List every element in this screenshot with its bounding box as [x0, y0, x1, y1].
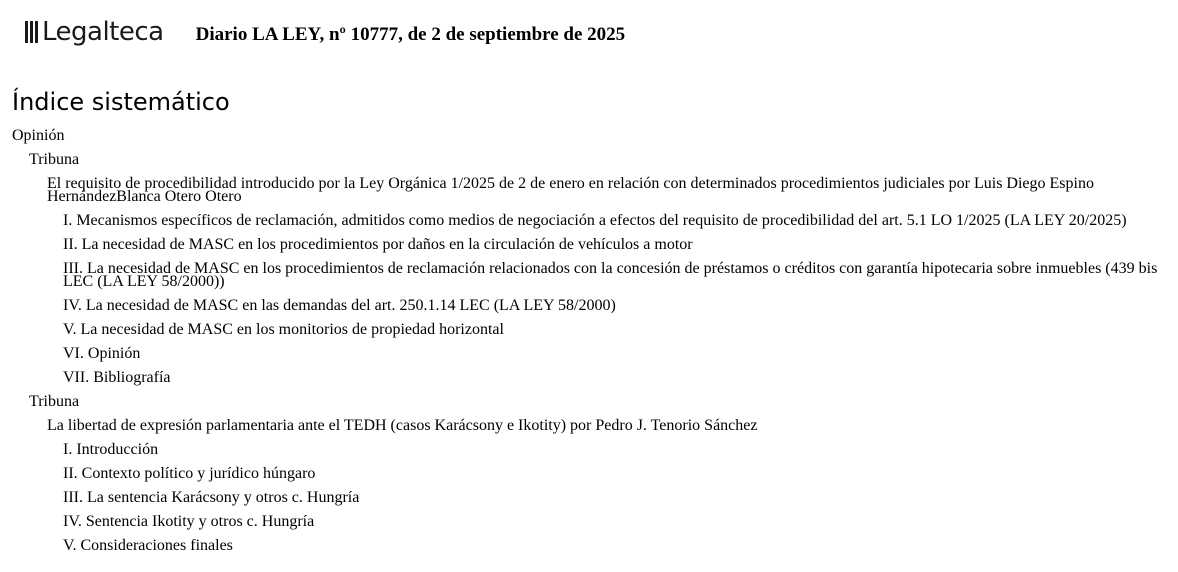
- journal-issue-title: Diario LA LEY, nº 10777, de 2 de septiembre de 2025: [195, 23, 626, 45]
- chapter-link[interactable]: I. Introducción: [63, 441, 159, 458]
- chapter-link[interactable]: VI. Opinión: [63, 345, 141, 362]
- chapter-link[interactable]: III. La necesidad de MASC en los procedimientos de reclamación relacionados con la concesión de préstamos o créditos con garantía hipotecaria sobre inmuebles (439 bis LEC (LA LEY 58/2000)): [63, 260, 1158, 290]
- section-heading: Opinión: [12, 127, 65, 144]
- chapter-link[interactable]: II. La necesidad de MASC en los procedimientos por daños en la circulación de vehículos a motor: [63, 236, 693, 253]
- logo-text: Legalteca: [42, 17, 164, 47]
- page-header: [25, 12, 625, 52]
- chapter-link[interactable]: VII. Bibliografía: [63, 369, 171, 386]
- article-link[interactable]: La libertad de expresión parlamentaria ante el TEDH (casos Karácsony e Ikotity) por Pedro J. Tenorio Sánchez: [47, 417, 758, 434]
- chapter-link[interactable]: V. Consideraciones finales: [63, 537, 233, 554]
- category-heading: Tribuna: [29, 393, 80, 410]
- legalteca-logo[interactable]: [25, 17, 164, 47]
- logo-bars-icon: [25, 21, 40, 43]
- chapter-link[interactable]: IV. La necesidad de MASC en las demandas del art. 250.1.14 LEC (LA LEY 58/2000): [63, 297, 616, 314]
- chapter-link[interactable]: V. La necesidad de MASC en los monitorios de propiedad horizontal: [63, 321, 504, 338]
- chapter-link[interactable]: IV. Sentencia Ikotity y otros c. Hungría: [63, 513, 315, 530]
- chapter-link[interactable]: I. Mecanismos específicos de reclamación, admitidos como medios de negociación a efectos del requisito de procedibilidad del art. 5.1 LO 1/2025 (LA LEY 20/2025): [63, 212, 1127, 229]
- index-title: Índice sistemático: [12, 88, 230, 116]
- chapter-link[interactable]: III. La sentencia Karácsony y otros c. Hungría: [63, 489, 360, 506]
- category-heading: Tribuna: [29, 151, 80, 168]
- systematic-index: [12, 127, 1162, 552]
- chapter-link[interactable]: II. Contexto político y jurídico húngaro: [63, 465, 316, 482]
- article-link[interactable]: El requisito de procedibilidad introducido por la Ley Orgánica 1/2025 de 2 de enero en relación con determinados procedimientos judiciales por Luis Diego Espino HernándezBlanca Otero Otero: [47, 175, 1094, 205]
